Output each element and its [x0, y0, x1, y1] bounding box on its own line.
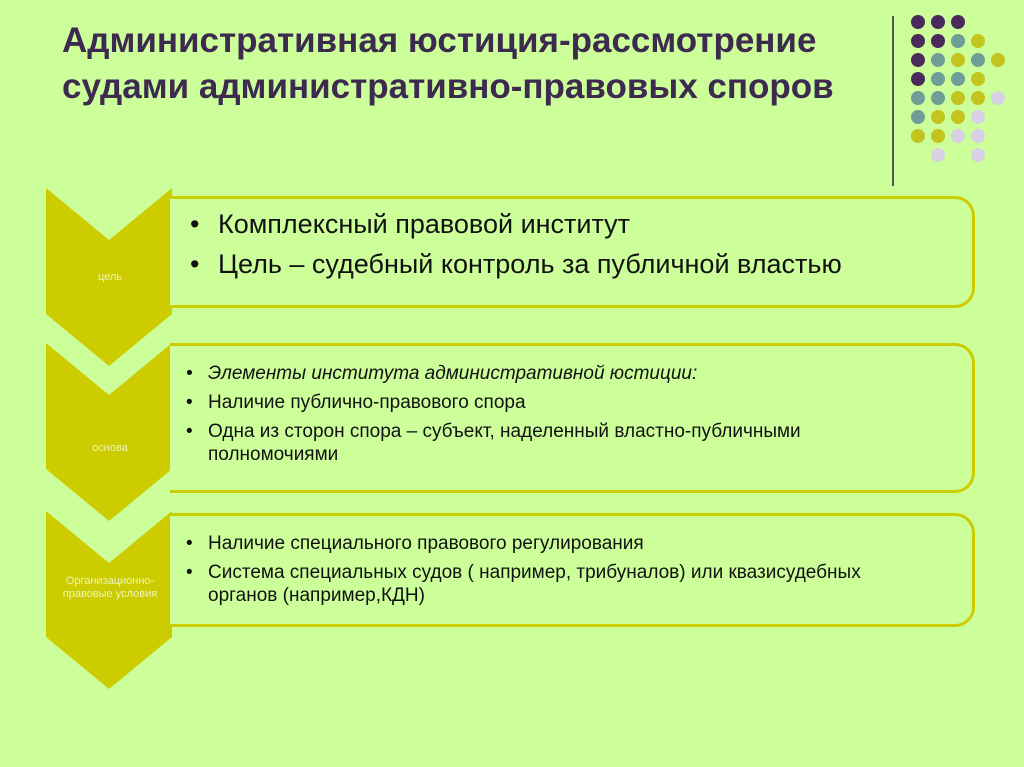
- list-item: [186, 532, 972, 555]
- slide-title: Административная юстиция-рассмотрение судами административно-правовых споров: [62, 21, 834, 106]
- dot: [931, 15, 945, 29]
- dot: [971, 129, 985, 143]
- dot: [911, 15, 925, 29]
- item-text: Элементы института административной юстиции:: [208, 363, 698, 384]
- dot: [971, 34, 985, 48]
- bullet-list: [186, 362, 972, 466]
- list-item: [186, 561, 928, 607]
- dot: [931, 148, 945, 162]
- list-item: [186, 362, 972, 385]
- list-item: [186, 391, 972, 414]
- dot: [931, 34, 945, 48]
- bullet: •: [190, 209, 200, 239]
- dot: [971, 148, 985, 162]
- dot: [931, 91, 945, 105]
- dot: [951, 34, 965, 48]
- item-text: Наличие специального правового регулирования: [208, 533, 644, 554]
- dot: [971, 72, 985, 86]
- dot: [911, 110, 925, 124]
- section-box: [170, 513, 975, 627]
- dot: [951, 53, 965, 67]
- dot: [971, 91, 985, 105]
- section-label: цель: [97, 271, 123, 283]
- bullet-list: [190, 208, 972, 280]
- dot: [991, 53, 1005, 67]
- dot: [911, 129, 925, 143]
- dot: [911, 53, 925, 67]
- item-text: Цель – судебный контроль за публичной властью: [218, 249, 842, 279]
- dot: [951, 72, 965, 86]
- dot: [951, 91, 965, 105]
- bullet: •: [186, 421, 193, 442]
- divider-line: [892, 16, 894, 186]
- section-box: [170, 343, 975, 493]
- dot: [911, 34, 925, 48]
- chevron-shape: [46, 343, 172, 521]
- dot: [951, 15, 965, 29]
- section-label: основа: [92, 442, 128, 454]
- section-box: [170, 196, 975, 308]
- dot: [951, 110, 965, 124]
- bullet: •: [186, 392, 193, 413]
- dot: [951, 129, 965, 143]
- section-label: Организационно-правовые условия: [62, 575, 158, 600]
- dot: [931, 129, 945, 143]
- dot: [931, 53, 945, 67]
- item-text: Наличие публично-правового спора: [208, 392, 526, 413]
- dot: [911, 91, 925, 105]
- dot: [991, 91, 1005, 105]
- list-item: [190, 248, 972, 280]
- dot: [931, 72, 945, 86]
- dot: [971, 53, 985, 67]
- item-text: Одна из сторон спора – субъект, наделенный властно-публичными полномочиями: [208, 421, 801, 465]
- bullet: •: [186, 363, 193, 384]
- item-text: Система специальных судов ( например, трибуналов) или квазисудебных органов (например,КДН): [208, 562, 861, 606]
- bullet: •: [190, 249, 200, 279]
- list-item: [186, 420, 868, 466]
- dot: [971, 110, 985, 124]
- bullet: •: [186, 562, 193, 583]
- dot: [911, 72, 925, 86]
- dot: [931, 110, 945, 124]
- bullet-list: [186, 532, 972, 607]
- item-text: Комплексный правовой институт: [218, 209, 631, 239]
- bullet: •: [186, 533, 193, 554]
- list-item: [190, 208, 972, 240]
